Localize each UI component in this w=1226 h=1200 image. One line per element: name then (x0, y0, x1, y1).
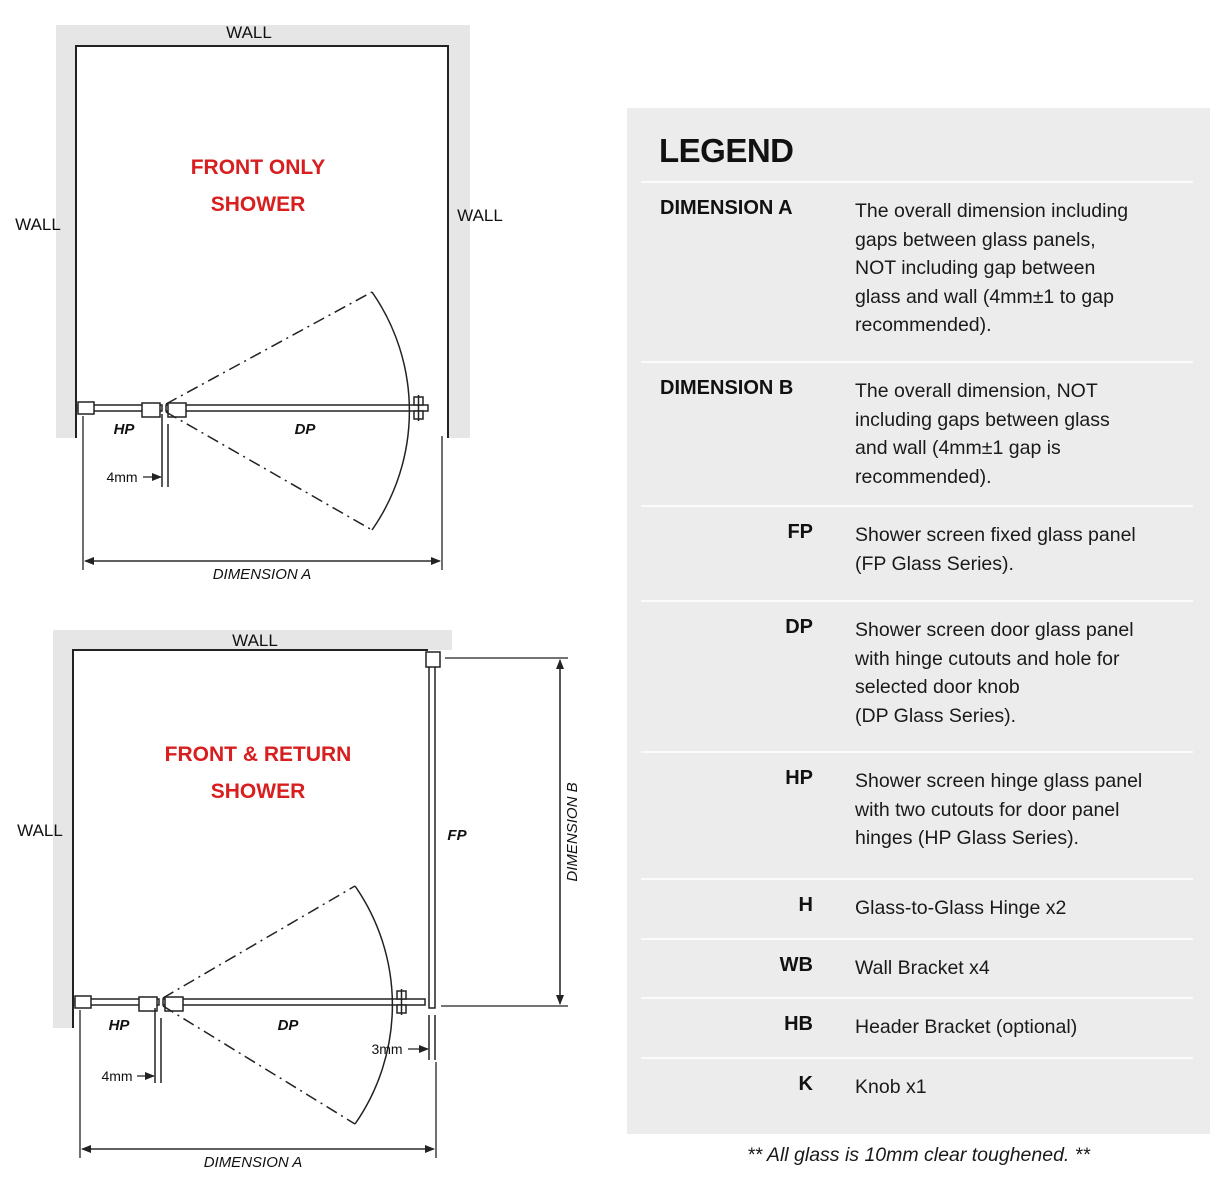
legend-row (641, 505, 1193, 601)
legend-key: DIMENSION A (660, 197, 793, 219)
door-swing-line (166, 412, 372, 530)
wall-bracket-left (78, 402, 94, 414)
shower-type-title: FRONT & RETURN (164, 743, 352, 766)
legend-key: HB (784, 1013, 813, 1035)
legend-key: DIMENSION B (660, 377, 794, 399)
legend-description: The overall dimension, NOT including gaps between glass and wall (4mm±1 gap is recommended). (855, 380, 1110, 488)
legend-row (641, 600, 1193, 752)
wall-outline (56, 25, 470, 438)
glass-footnote: ** All glass is 10mm clear toughened. ** (747, 1144, 1090, 1166)
wall-bracket-top (426, 652, 440, 667)
legend-key: FP (787, 521, 813, 543)
wall-bracket-left (75, 996, 91, 1008)
door-swing-line (163, 1006, 355, 1124)
dp-label: DP (294, 421, 316, 438)
front-return-diagram (17, 630, 581, 1171)
door-swing-line (166, 292, 372, 404)
legend-description: Header Bracket (optional) (855, 1016, 1078, 1038)
legend-key: WB (779, 954, 813, 976)
hp-label: HP (108, 1017, 130, 1034)
wall-inner-edge (73, 650, 428, 1028)
legend-key: H (798, 894, 813, 916)
shower-type-subtitle: SHOWER (210, 780, 306, 803)
legend-row (641, 181, 1193, 361)
legend-panel (627, 108, 1210, 1134)
door-panel (166, 405, 428, 411)
legend-row (641, 361, 1193, 505)
wall-outline (53, 630, 452, 1028)
legend-description: Glass-to-Glass Hinge x2 (855, 897, 1067, 919)
gap-right-label: 3mm (371, 1041, 403, 1057)
front-only-diagram (15, 23, 503, 583)
legend-title: LEGEND (659, 132, 794, 169)
gap-left-label: 4mm (101, 1068, 133, 1084)
legend-description: Shower screen hinge glass panel with two cutouts for door panel hinges (HP Glass Series). (855, 770, 1143, 849)
legend-description: Shower screen door glass panel with hinge cutouts and hole for selected door knob (DP Glass Series). (855, 619, 1134, 727)
gap-label: 4mm (106, 469, 138, 485)
dimension-a-label: DIMENSION A (203, 1154, 303, 1171)
hp-label: HP (113, 421, 135, 438)
fixed-panel (429, 660, 435, 1008)
legend-row (641, 878, 1193, 938)
legend-key: DP (785, 616, 813, 638)
legend-description: The overall dimension including gaps between glass panels, NOT including gap between glass and wall (4mm±1 to gap recommended). (855, 200, 1129, 336)
wall-top-label: WALL (226, 23, 272, 42)
dimension-b-label: DIMENSION B (564, 782, 581, 882)
wall-right-label: WALL (457, 206, 503, 225)
wall-top-label: WALL (232, 631, 278, 650)
legend-key: HP (785, 767, 813, 789)
legend-row (641, 938, 1193, 998)
legend-key: K (798, 1073, 813, 1095)
legend-row (641, 997, 1193, 1057)
wall-inner-edge (76, 46, 448, 438)
legend-row (641, 1057, 1193, 1117)
dimension-a-label: DIMENSION A (212, 566, 312, 583)
legend-description: Knob x1 (855, 1076, 927, 1098)
legend-row (641, 751, 1193, 879)
wall-left-label: WALL (17, 821, 63, 840)
door-swing-line (163, 886, 355, 998)
legend-description: Wall Bracket x4 (855, 957, 990, 979)
dp-label: DP (277, 1017, 299, 1034)
shower-type-subtitle: SHOWER (210, 193, 306, 216)
fp-label: FP (447, 827, 467, 844)
legend-description: Shower screen fixed glass panel (FP Glass Series). (855, 524, 1136, 575)
wall-left-label: WALL (15, 215, 61, 234)
shower-type-title: FRONT ONLY (190, 156, 326, 179)
door-panel (163, 999, 425, 1005)
hinge-block (142, 403, 160, 417)
